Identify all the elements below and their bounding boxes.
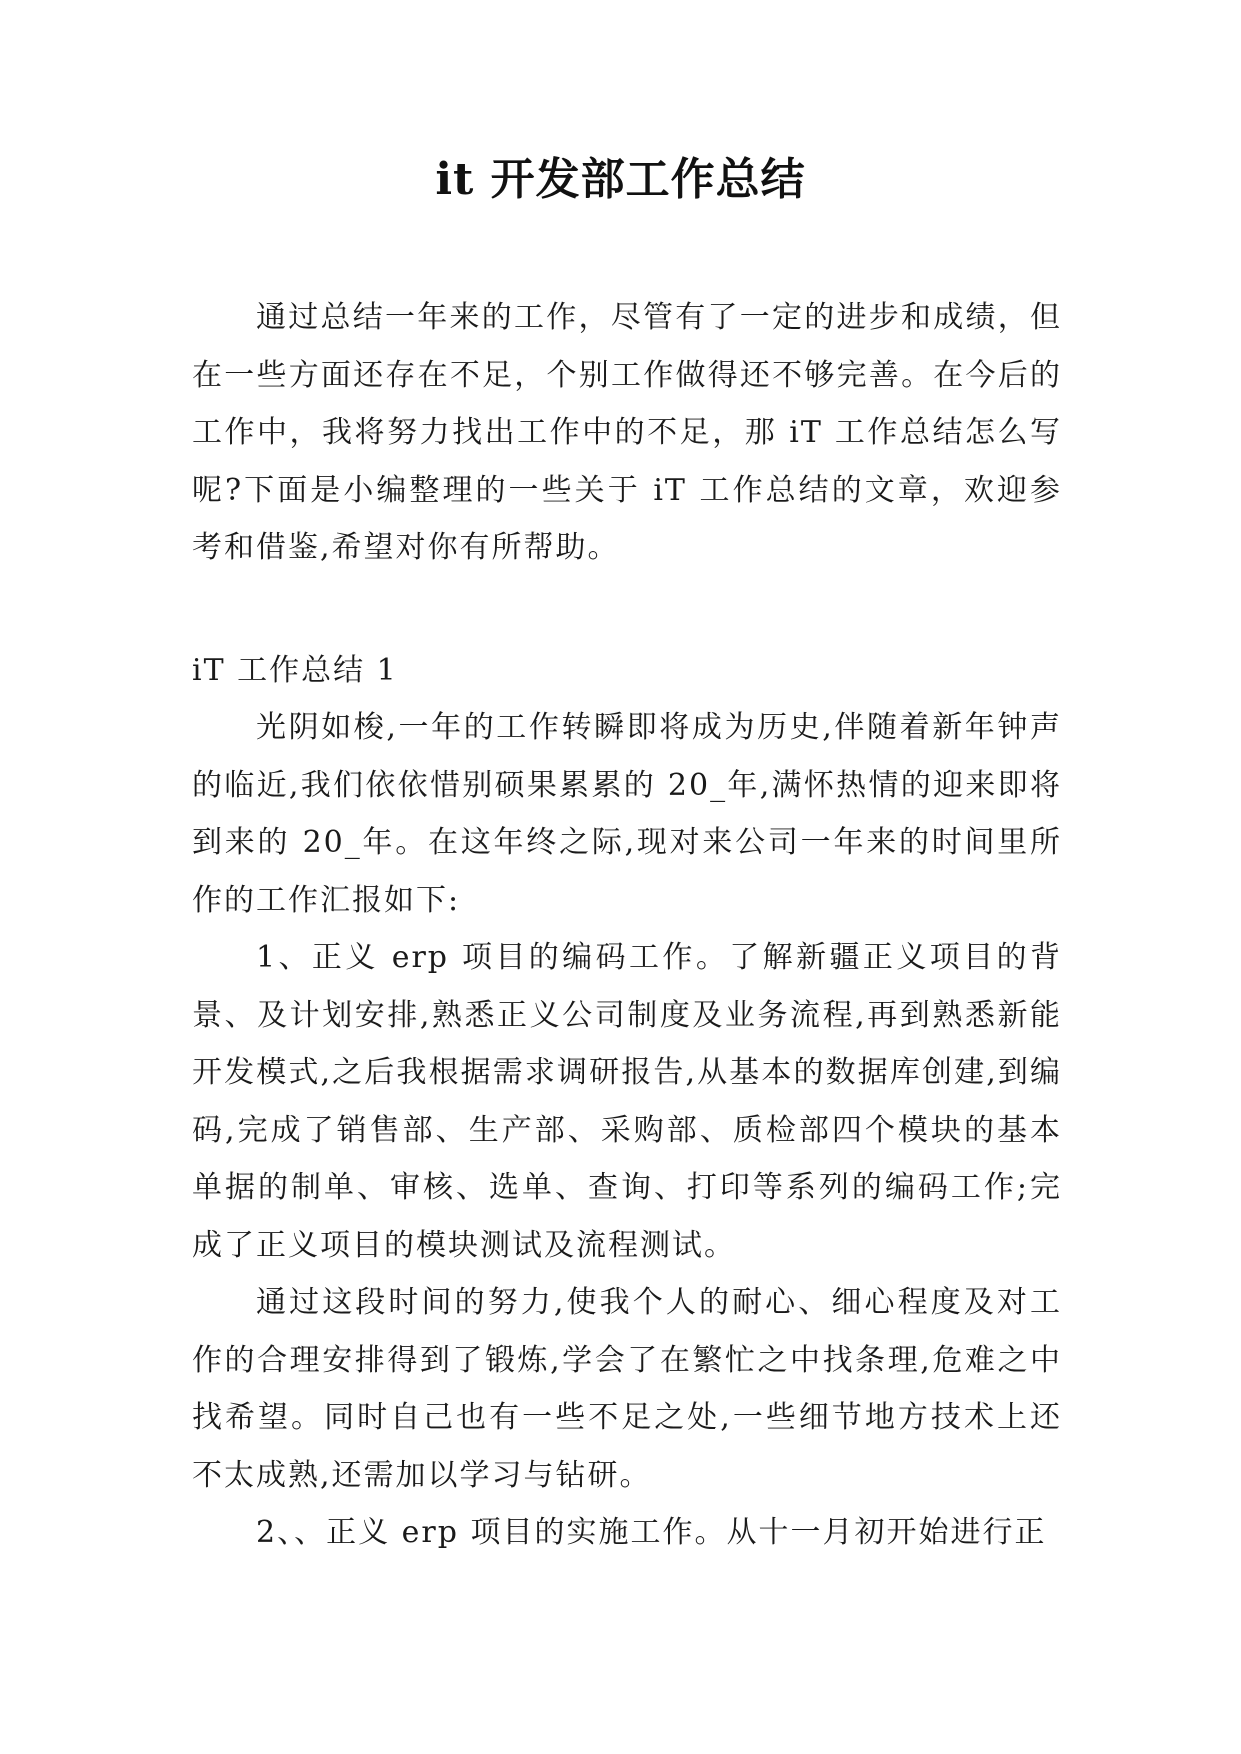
paragraph-4: 2、、正义 erp 项目的实施工作。从十一月初开始进行正 <box>256 1515 1047 1550</box>
section-heading: iT 工作总结 1 <box>192 653 398 688</box>
intro-paragraph: 通过总结一年来的工作，尽管有了一定的进步和成绩，但在一些方面还存在不足，个别工作做得还不够完善。在今后的工作中，我将努力找出工作中的不足，那 iT 工作总结怎么写呢?下面是小编整理的一些关于 iT 工作总结的文章，欢迎参考和借鉴,希望对你有所帮助。 <box>192 300 1062 565</box>
document-title: it 开发部工作总结 <box>435 154 806 205</box>
paragraph-1: 光阴如梭,一年的工作转瞬即将成为历史,伴随着新年钟声的临近,我们依依惜别硕果累累的 20_年,满怀热情的迎来即将到来的 20_年。在这年终之际,现对来公司一年来的时间里所作的工作汇报如下: <box>192 710 1062 918</box>
paragraph-2: 1、正义 erp 项目的编码工作。了解新疆正义项目的背景、及计划安排,熟悉正义公司制度及业务流程,再到熟悉新能开发模式,之后我根据需求调研报告,从基本的数据库创建,到编码,完成了销售部、生产部、采购部、质检部四个模块的基本单据的制单、审核、选单、查询、打印等系列的编码工作;完成了正义项目的模块测试及流程测试。 <box>192 940 1062 1263</box>
paragraph-3: 通过这段时间的努力,使我个人的耐心、细心程度及对工作的合理安排得到了锻炼,学会了在繁忙之中找条理,危难之中找希望。同时自己也有一些不足之处,一些细节地方技术上还不太成熟,还需加以学习与钻研。 <box>192 1285 1062 1493</box>
